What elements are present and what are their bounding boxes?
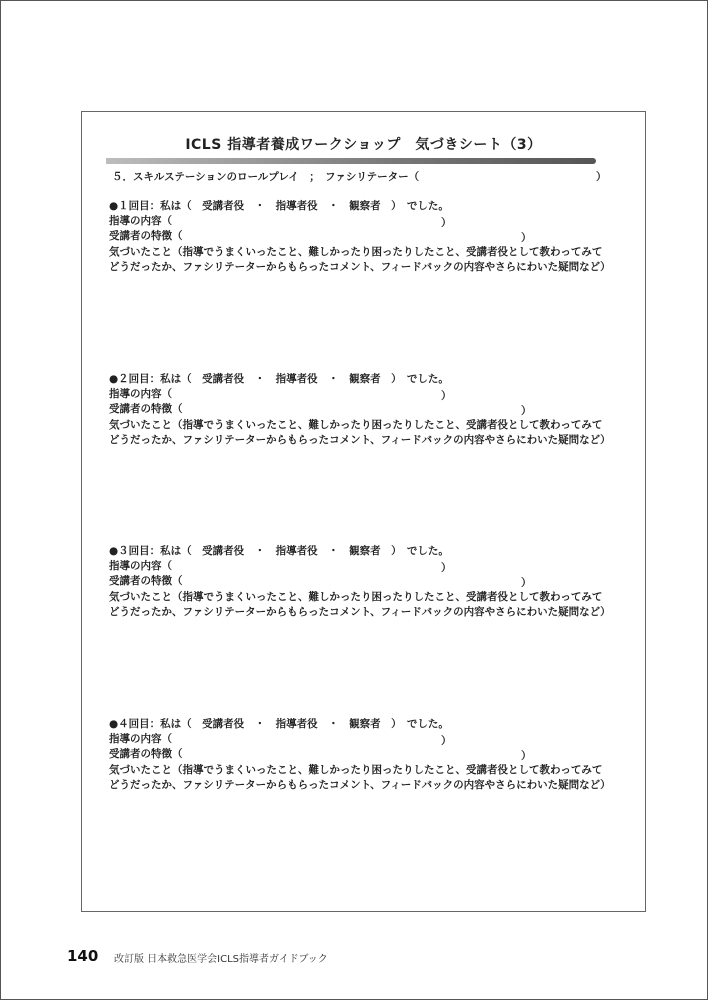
role-line: ●３回目：私は（ 受講者役 ・ 指導者役 ・ 観察者 ） でした。	[109, 545, 449, 557]
content-close-paren: ）	[441, 735, 452, 747]
role-line: ●１回目：私は（ 受講者役 ・ 指導者役 ・ 観察者 ） でした。	[109, 200, 449, 212]
content-label: 指導の内容（	[109, 215, 172, 227]
notes-line-1: 気づいたこと（指導でうまくいったこと、難しかったり困ったりしたこと、受講者役として教わってみて	[109, 591, 603, 603]
content-label: 指導の内容（	[109, 388, 172, 400]
trait-label: 受講者の特徴（	[109, 575, 183, 587]
trait-label: 受講者の特徴（	[109, 230, 183, 242]
section-heading-close: ）	[596, 171, 607, 183]
section-heading	[112, 171, 607, 184]
trait-label: 受講者の特徴（	[109, 748, 183, 760]
notes-line-1: 気づいたこと（指導でうまくいったこと、難しかったり困ったりしたこと、受講者役として教わってみて	[109, 246, 603, 258]
notes-line-2: どうだったか、ファシリテーターからもらったコメント、フィードバックの内容やさらにわいた疑問など）	[109, 261, 611, 273]
round-block-2	[109, 373, 639, 453]
content-label: 指導の内容（	[109, 560, 172, 572]
round-block-4	[109, 718, 639, 798]
content-label: 指導の内容（	[109, 733, 172, 745]
notes-line-1: 気づいたこと（指導でうまくいったこと、難しかったり困ったりしたこと、受講者役として教わってみて	[109, 419, 603, 431]
worksheet-title: ICLS 指導者養成ワークショップ 気づきシート（3）	[185, 137, 542, 153]
role-line: ●２回目：私は（ 受講者役 ・ 指導者役 ・ 観察者 ） でした。	[109, 373, 449, 385]
round-block-1	[109, 200, 639, 280]
trait-label: 受講者の特徴（	[109, 403, 183, 415]
role-line: ●４回目：私は（ 受講者役 ・ 指導者役 ・ 観察者 ） でした。	[109, 718, 449, 730]
notes-line-2: どうだったか、ファシリテーターからもらったコメント、フィードバックの内容やさらにわいた疑問など）	[109, 434, 611, 446]
content-close-paren: ）	[441, 390, 452, 402]
book-title: 改訂版 日本救急医学会ICLS指導者ガイドブック	[114, 954, 328, 965]
title-underline-bar	[106, 158, 596, 164]
content-close-paren: ）	[441, 562, 452, 574]
page-number: 140	[67, 947, 99, 965]
trait-close-paren: ）	[521, 405, 532, 417]
content-close-paren: ）	[441, 217, 452, 229]
trait-close-paren: ）	[521, 750, 532, 762]
trait-close-paren: ）	[521, 232, 532, 244]
section-heading-text: ５．スキルステーションのロールプレイ ； ファシリテーター（	[112, 171, 420, 183]
worksheet-frame	[81, 111, 646, 912]
notes-line-2: どうだったか、ファシリテーターからもらったコメント、フィードバックの内容やさらにわいた疑問など）	[109, 779, 611, 791]
notes-line-2: どうだったか、ファシリテーターからもらったコメント、フィードバックの内容やさらにわいた疑問など）	[109, 606, 611, 618]
round-block-3	[109, 545, 639, 625]
notes-line-1: 気づいたこと（指導でうまくいったこと、難しかったり困ったりしたこと、受講者役として教わってみて	[109, 764, 603, 776]
trait-close-paren: ）	[521, 577, 532, 589]
